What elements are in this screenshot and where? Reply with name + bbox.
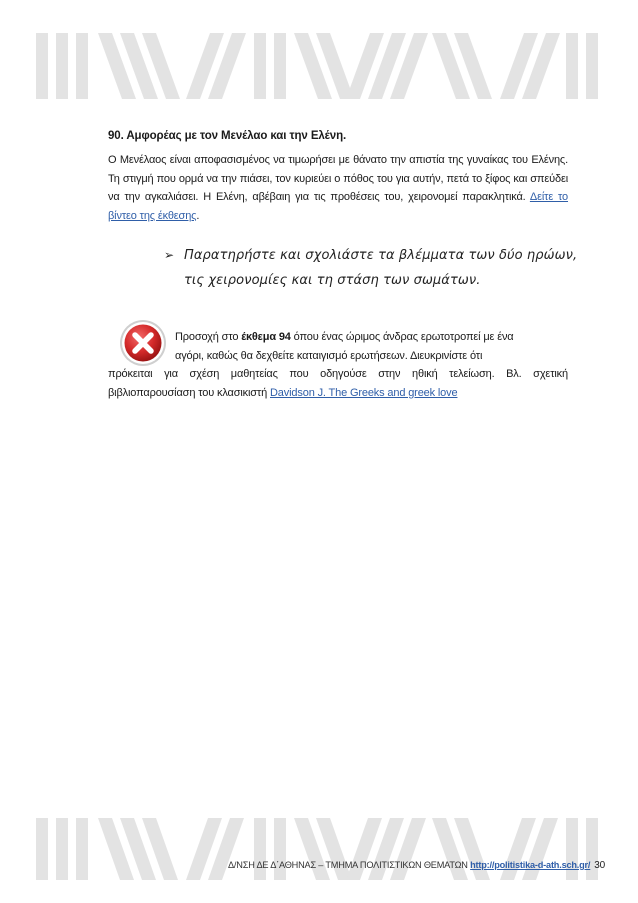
arrow-bullet-icon: ➢ <box>164 248 175 262</box>
notice-line-1 <box>108 328 568 347</box>
header-decorative-band <box>36 33 602 99</box>
notice-paragraph <box>108 328 568 402</box>
notice-exhibit: έκθεμα 94 <box>241 331 291 343</box>
exhibition-video-link[interactable]: Δείτε το βίντεο της έκθεσης <box>108 191 569 222</box>
notice-rest: πρόκειται για σχέση μαθητείας που οδηγούσε στην ηθική τελείωση. Βλ. σχετική βιβλιοπαρουσίαση του κλασικιστή <box>108 368 568 399</box>
notice-prefix: Προσοχή στο <box>175 331 242 343</box>
page-number: 30 <box>594 860 606 871</box>
task-bullet <box>164 243 578 293</box>
footer-text: Δ/ΝΣΗ ΔΕ Δ΄ΑΘΗΝΑΣ – ΤΜΗΜΑ ΠΟΛΙΤΙΣΤΙΚΩΝ ΘΕΜΑΤΩΝ <box>228 860 471 870</box>
notice-line-2: αγόρι, καθώς θα δεχθείτε καταιγισμό ερωτήσεων. Διευκρινίστε ότι <box>175 349 483 362</box>
task-line-1: Παρατηρήστε και σχολιάστε τα βλέμματα των δύο ηρώων, <box>184 248 578 263</box>
notice-line1-rest: όπου ένας ώριμος άνδρας ερωτοτροπεί με ένα <box>290 331 514 343</box>
description-end: . <box>196 209 200 222</box>
description-paragraph <box>108 151 568 225</box>
davidson-link[interactable]: Davidson J. The Greeks and greek love <box>270 386 458 399</box>
page-footer <box>228 860 605 871</box>
footer-website-link[interactable]: http://politistika-d-ath.sch.gr/ <box>470 860 591 870</box>
section-heading: 90. Αμφορέας με τον Μενέλαο και την Ελένη. <box>108 130 347 142</box>
description-text: Ο Μενέλαος είναι αποφασισμένος να τιμωρήσει με θάνατο την απιστία της γυναίκας του Ελένης. Τη στιγμή που ορμά να την πιάσει, τον κυριεύει ο πόθος του για αυτήν, πετά το ξίφος και σπεύδει να την αγκαλιάσει. Η Ελένη, αβέβαιη για τις προθέσεις του, χειρονομεί παρακλητικά. <box>108 154 568 203</box>
task-line-2: τις χειρονομίες και τη στάση των σωμάτων. <box>184 273 481 288</box>
